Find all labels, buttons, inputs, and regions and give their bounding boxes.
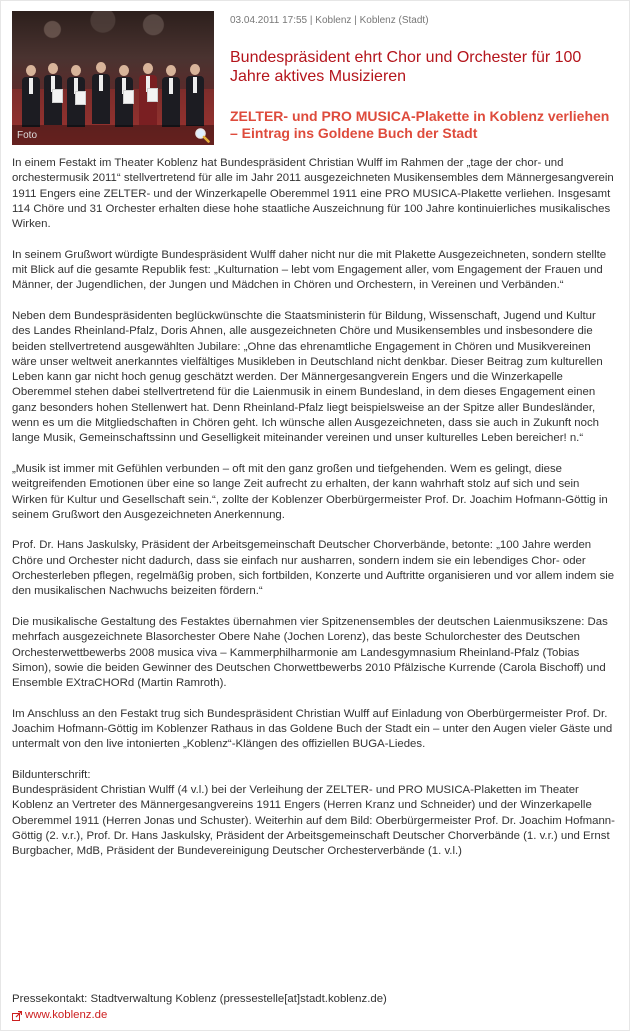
- article-paragraph: In seinem Grußwort würdigte Bundespräsident Wulff daher nicht nur die mit Plakette Ausgezeichneten, sondern stellte mit Blick auf die gesamte Republik fest: „Kulturnation – lebt vom Engagement aller, vom Engagement der Frauen und Männer, der Jugendlichen, der Jungen und Mädchen in Chören und Orchestern, in Vereinen und Verbänden.“: [12, 248, 607, 292]
- article-date: 03.04.2011 17:55: [230, 15, 308, 26]
- photo-person: [22, 65, 40, 127]
- category-link[interactable]: Koblenz (Stadt): [359, 15, 429, 26]
- photo-label: Foto: [17, 130, 38, 141]
- article-title: Bundespräsident ehrt Chor und Orchester für 100 Jahre aktives Musizieren: [230, 49, 582, 85]
- magnifier-icon[interactable]: [194, 127, 210, 143]
- website-link-row: [12, 1008, 612, 1023]
- caption-heading: Bildunterschrift:: [12, 768, 91, 781]
- photo-background: [12, 11, 214, 57]
- meta-separator: |: [354, 15, 357, 26]
- photo-plaque: [123, 90, 134, 104]
- photo-plaque: [147, 88, 158, 102]
- meta-separator: |: [309, 15, 313, 26]
- article-paragraph: Neben dem Bundespräsidenten beglückwünschte die Staatsministerin für Bildung, Wissenschaft, Jugend und Kultur des Landes Rheinland-Pfalz, Doris Ahnen, alle ausgezeichneten Chöre und Musikensembles und insbesondere die beiden stellvertretend ausgewählten Jubilare: „Ohne das ehrenamtliche Engagement in Chören und Musikvereinen wäre unser weltweit anerkanntes vielfältiges Musikleben in Deutschland nicht denkbar. Dieser Beitrag zum kulturellen Leben kann gar nicht hoch genug geschätzt werden. Der Männergesangverein Engers und die Winzerkapelle Oberemmel stehen dabei stellvertretend für die Laienmusik in einem Bundesland, in dem dieses Engagement einen ganz besonders hohen Stellenwert hat. Denn Rheinland-Pfalz liegt beispielsweise an der Spitze aller Bundesländer, wenn es um die Mitgliedschaften in Chören geht. Ich wünsche allen Ausgezeichneten, dass sie auch in Zukunft noch lange Musik, Gemeinschaftssinn und Geselligkeit miteinander vereinen und unser kulturelles Leben bereicher! n.“: [12, 309, 603, 445]
- photo-caption: Bundespräsident Christian Wulff (4 v.l.) bei der Verleihung der ZELTER- und PRO MUSICA-Plaketten im Theater Koblenz an Vertreter des Männergesangvereins 1911 Engers (Herren Kranz und Schneider) und der Winzerkapelle Oberemmel 1911 (Herren Jonas und Schuster). Weiterhin auf dem Bild: Oberbürgermeister Prof. Dr. Joachim Hofmann-Göttig (2. v.r.), Prof. Dr. Hans Jaskulsky, Präsident der Arbeitsgemeinschaft Deutscher Chorverbände (1. v.r.) und Ernst Burgbacher, MdB, Präsident der Bundevereinigung Deutscher Orchesterverbände (1. v.l.): [12, 784, 615, 858]
- external-link-icon: [12, 1011, 22, 1021]
- photo-person: [92, 62, 110, 124]
- category-link[interactable]: Koblenz: [315, 15, 352, 26]
- photo-person: [162, 65, 180, 127]
- press-contact: Pressekontakt: Stadtverwaltung Koblenz (pressestelle[at]stadt.koblenz.de): [12, 993, 387, 1005]
- article-paragraph: „Musik ist immer mit Gefühlen verbunden – oft mit den ganz großen und tiefgehenden. Wem es gelingt, diese weitgreifenden Emotionen über eine so lange Zeit aufrecht zu erhalten, der kann wahrhaft stolz auf sich und sein Wirken für Kultur und Gesellschaft sein.“, zollte der Koblenzer Oberbürgermeister Prof. Dr. Joachim Hofmann-Göttig in seinem Grußwort den Ausgezeichneten Anerkennung.: [12, 462, 608, 521]
- photo-person: [186, 64, 204, 126]
- photo-plaque: [52, 89, 63, 103]
- article-body: [12, 156, 617, 875]
- photo-caption-bar: [12, 125, 214, 145]
- article-footer: [12, 992, 612, 1024]
- article-meta: [230, 15, 429, 26]
- article-paragraph: Die musikalische Gestaltung des Festaktes übernahmen vier Spitzenensembles der deutschen Laienmusikszene: Das mehrfach ausgezeichnete Blasorchester Obere Nahe (Jochen Lorenz), das beste Schulorchester des Deutschen Orchesterwettbewerbs 2008 musica viva – Kammerphilharmonie am Landesgymnasium Rheinland-Pfalz (Tobias Simon), sowie die beiden Gewinner des Deutschen Chorwettbewerbs 2010 Pfälzische Kurrende (Carola Bischoff) und Ensemble EXtraCHORd (Martin Ramroth).: [12, 615, 608, 690]
- article-photo[interactable]: [12, 11, 214, 145]
- article-paragraph: Prof. Dr. Hans Jaskulsky, Präsident der Arbeitsgemeinschaft Deutscher Chorverbände, betonte: „100 Jahre werden Chöre und Orchester nicht dadurch, dass sie einfach nur ausharren, sondern indem sie ein lebendiges Chor- oder Orchesterleben pflegen, regelmäßig proben, sich fortbilden, Konzerte und Auftritte organisieren und vor allem indem sie den musikalischen Nachwuchs beizeiten fördern.“: [12, 539, 615, 598]
- photo-plaque: [75, 91, 86, 105]
- article-paragraph: Im Anschluss an den Festakt trug sich Bundespräsident Christian Wulff auf Einladung von Oberbürgermeister Prof. Dr. Joachim Hofmann-Göttig im Koblenzer Rathaus in das Goldene Buch der Stadt ein – unter den Augen vieler Gäste und untermalt von den live intonierten „Koblenz“-Klängen des offiziellen BUGA-Liedes.: [12, 707, 613, 751]
- article-subtitle: ZELTER- und PRO MUSICA-Plakette in Koblenz verliehen – Eintrag ins Goldene Buch der Stadt: [230, 108, 610, 141]
- website-link[interactable]: www.koblenz.de: [25, 1009, 108, 1022]
- article-paragraph: In einem Festakt im Theater Koblenz hat Bundespräsident Christian Wulff im Rahmen der „tage der chor- und orchestermusik 2011“ stellvertretend für alle im Jahr 2011 ausgezeichneten Musikensembles dem Männergesangverein 1911 Engers eine ZELTER- und der Winzerkapelle Oberemmel 1911 eine PRO MUSICA-Plakette verliehen. Insgesamt 114 Chöre und 31 Orchester erhalten diese hohe staatliche Auszeichnung für 100 Jahre kontinuierliches musikalisches Wirken.: [12, 157, 614, 231]
